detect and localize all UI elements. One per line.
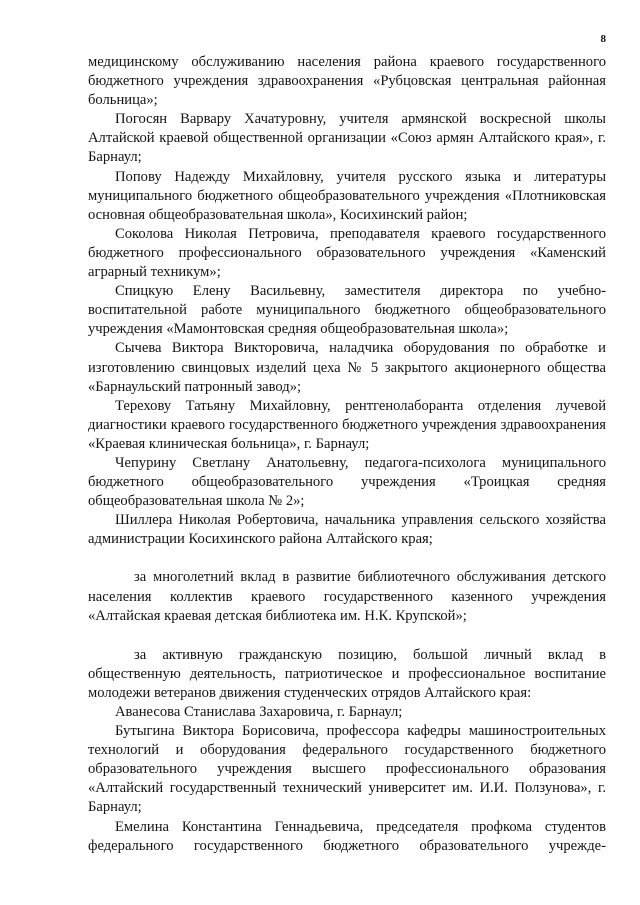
paragraph-sokolov: Соколова Николая Петровича, преподавателя краевого государственного бюджетного профессионального образовательного учреждения «Каменский аграрный техникум»; [88, 225, 606, 281]
paragraph-library-award: за многолетний вклад в развитие библиотечного обслуживания детского населения коллектив краевого государственного казенного учреждения «Алтайская краевая детская библиотека им. Н.К. Крупской»; [88, 569, 606, 624]
paragraph-spitskaya: Спицкую Елену Васильевну, заместителя директора по учебно-воспитательной работе муниципального бюджетного общеобразовательного учреждения «Мамонтовская средняя общеобразовательная школа»; [88, 283, 606, 338]
paragraph-emelin: Емелина Константина Геннадьевича, председателя профкома студентов федерального государственного бюджетного образовательного учрежде- [88, 818, 606, 854]
paragraph-avanesov: Аванесова Станислава Захаровича, г. Барнаул; [115, 704, 403, 720]
paragraph-continuation: медицинскому обслуживанию населения района краевого государственного бюджетного учреждения здравоохранения «Рубцовская центральная районная больница»; [88, 54, 606, 109]
paragraph-chepurina: Чепурину Светлану Анатольевну, педагога-психолога муниципального бюджетного общеобразовательного учреждения «Троицкая средняя общеобразовательная школа № 2»; [88, 454, 606, 510]
paragraph-butygin: Бутыгина Виктора Борисовича, профессора кафедры машиностроительных технологий и оборудования федерального государственного бюджетного образовательного учреждения высшего профессионального образования «Алтайский государственный технический университет им. И.И. Ползунова», г. Барнаул; [88, 723, 606, 816]
paragraph-gap [88, 549, 606, 568]
paragraph-shiller: Шиллера Николая Робертовича, начальника управления сельского хозяйства администрации Косихинского района Алтайского края; [88, 512, 606, 548]
paragraph-sychev: Сычева Виктора Викторовича, наладчика оборудования по обработке и изготовлению свинцовых изделий цеха № 5 закрытого акционерного общества «Барнаульский патронный завод»; [88, 340, 606, 395]
paragraph-gap [88, 626, 606, 646]
paragraph-pogosyan: Погосян Варвару Хачатуровну, учителя армянской воскресной школы Алтайской краевой общественной организации «Союз армян Алтайского края», г. Барнаул; [88, 111, 606, 166]
paragraph-terekhova: Терехову Татьяну Михайловну, рентгенолаборанта отделения лучевой диагностики краевого государственного бюджетного учреждения здравоохранения «Краевая клиническая больница», г. Барнаул; [88, 397, 606, 452]
document-body [88, 53, 606, 856]
page-number: 8 [600, 33, 606, 45]
paragraph-civic-position: за активную гражданскую позицию, большой личный вклад в общественную деятельность, патриотическое и профессиональное воспитание молодежи ветеранов движения студенческих отрядов Алтайского края: [88, 646, 606, 701]
paragraph-popova: Попову Надежду Михайловну, учителя русского языка и литературы муниципального бюджетного общеобразовательного учреждения «Плотниковская основная общеобразовательная школа», Косихинский район; [88, 168, 606, 223]
